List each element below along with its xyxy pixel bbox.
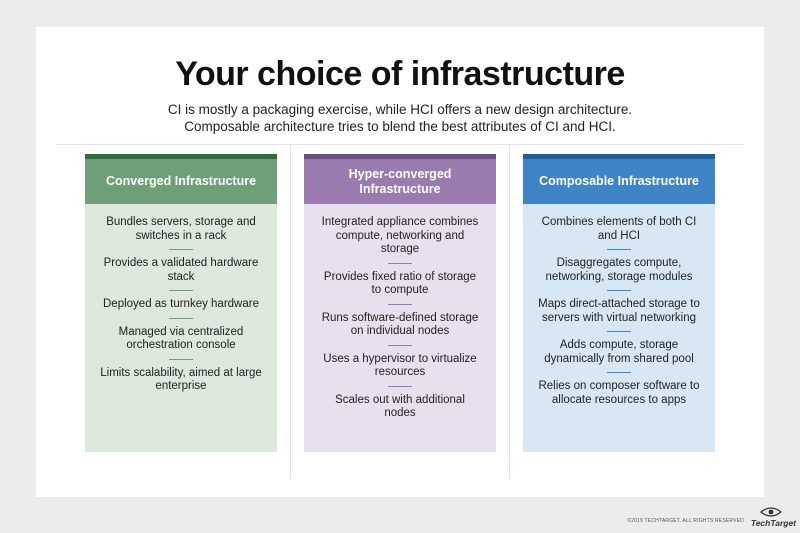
item-separator <box>169 318 193 319</box>
item-separator <box>388 386 412 387</box>
list-item: Integrated appliance combines compute, networking and storage <box>321 216 479 255</box>
page-title: Your choice of infrastructure <box>175 55 625 93</box>
techtarget-eye-icon <box>760 507 782 517</box>
item-separator <box>607 331 631 332</box>
column-body <box>304 204 496 452</box>
header-divider <box>56 144 744 145</box>
list-item: Deployed as turnkey hardware <box>103 298 259 310</box>
item-separator <box>388 304 412 305</box>
item-separator <box>388 263 412 264</box>
column-heading: Converged Infrastructure <box>85 159 277 204</box>
column-separator <box>290 144 291 479</box>
item-separator <box>607 249 631 250</box>
column-heading: Hyper-converged Infrastructure <box>304 159 496 204</box>
column-body <box>85 204 277 452</box>
list-item: Runs software-defined storage on individual nodes <box>321 311 479 337</box>
item-separator <box>388 345 412 346</box>
item-separator <box>607 372 631 373</box>
list-item: Managed via centralized orchestration console <box>118 325 244 351</box>
list-item: Provides a validated hardware stack <box>103 257 259 283</box>
item-separator <box>169 290 193 291</box>
list-item: Combines elements of both CI and HCI <box>541 216 697 242</box>
converged-column <box>85 154 277 452</box>
list-item: Maps direct-attached storage to servers with virtual networking <box>538 298 700 324</box>
column-separator <box>509 144 510 479</box>
infographic-card <box>36 27 764 497</box>
list-item: Disaggregates compute, networking, storage modules <box>545 257 693 283</box>
list-item: Bundles servers, storage and switches in a rack <box>106 216 256 242</box>
list-item: Relies on composer software to allocate resources to apps <box>538 380 700 406</box>
item-separator <box>607 290 631 291</box>
column-body <box>523 204 715 452</box>
item-separator <box>169 249 193 250</box>
composable-column <box>523 154 715 452</box>
subtitle <box>36 101 764 135</box>
hyperconverged-column <box>304 154 496 452</box>
subtitle-line-2: Composable architecture tries to blend the best attributes of CI and HCI. <box>184 119 616 134</box>
list-item: Limits scalability, aimed at large enterprise <box>100 366 262 392</box>
item-separator <box>169 359 193 360</box>
list-item: Uses a hypervisor to virtualize resources <box>323 352 477 378</box>
subtitle-line-1: CI is mostly a packaging exercise, while HCI offers a new design architecture. <box>167 102 633 117</box>
list-item: Provides fixed ratio of storage to compute <box>323 270 477 296</box>
copyright-text: ©2019 TECHTARGET. ALL RIGHTS RESERVED <box>627 518 744 524</box>
techtarget-logo[interactable]: TechTarget <box>750 518 796 528</box>
column-heading: Composable Infrastructure <box>523 159 715 204</box>
list-item: Adds compute, storage dynamically from shared pool <box>544 339 694 365</box>
list-item: Scales out with additional nodes <box>335 393 465 419</box>
